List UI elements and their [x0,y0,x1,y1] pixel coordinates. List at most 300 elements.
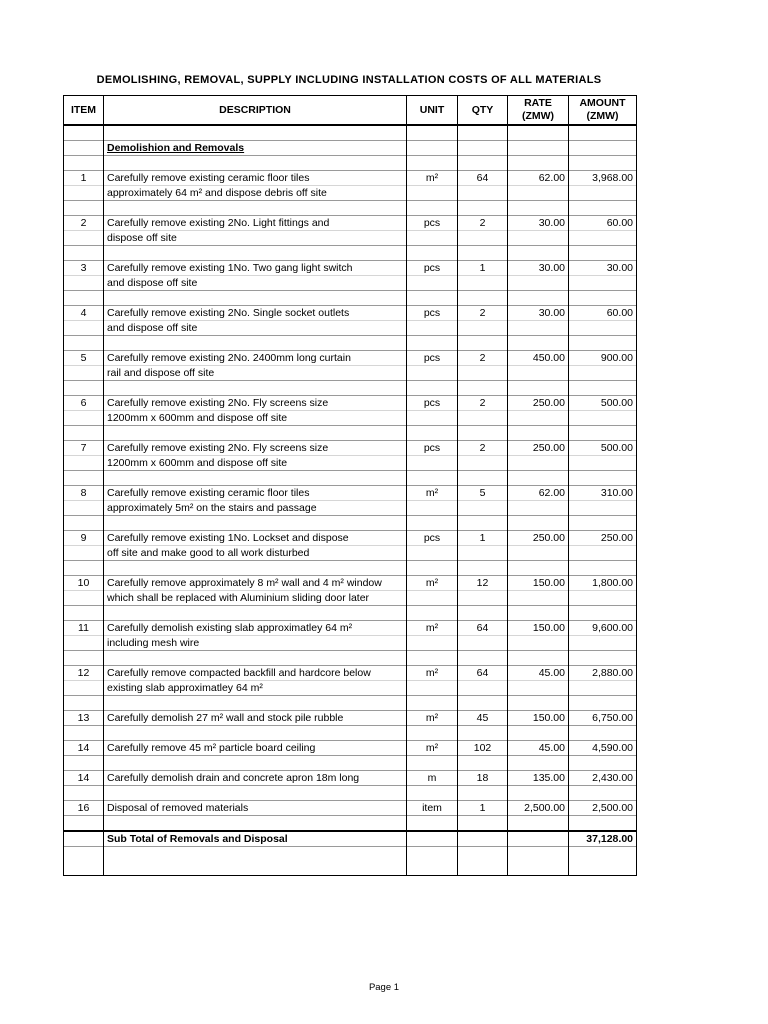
item-description: and dispose off site [104,276,407,291]
blank-cell [104,291,407,306]
blank-cell [569,246,637,261]
item-rate: 30.00 [508,306,569,321]
header-row [64,96,637,126]
blank-cell [407,651,458,666]
blank-cell [64,681,104,696]
blank-cell [508,231,569,246]
blank-cell [569,606,637,621]
blank-cell [508,456,569,471]
blank-cell [569,651,637,666]
table-row [64,441,637,456]
header-amount-unit: (ZMW) [586,110,619,122]
blank-cell [407,246,458,261]
blank-cell [569,516,637,531]
blank-cell [64,756,104,771]
blank-cell [407,501,458,516]
blank-cell [407,591,458,606]
blank-row [64,726,637,741]
header-unit: UNIT [407,96,458,126]
blank-cell [458,726,508,741]
item-rate: 450.00 [508,351,569,366]
blank-cell [407,847,458,876]
blank-cell [104,426,407,441]
blank-row [64,816,637,832]
item-description: Carefully remove existing 2No. Light fittings and [104,216,407,231]
blank-cell [407,426,458,441]
blank-cell [569,381,637,396]
item-description: Carefully remove compacted backfill and hardcore below [104,666,407,681]
item-description: including mesh wire [104,636,407,651]
header-qty: QTY [458,96,508,126]
item-number: 2 [64,216,104,231]
item-unit: pcs [407,261,458,276]
item-qty: 1 [458,801,508,816]
blank-cell [569,276,637,291]
item-unit: pcs [407,306,458,321]
item-amount: 4,590.00 [569,741,637,756]
blank-cell [458,501,508,516]
item-description: Carefully remove existing 2No. 2400mm long curtain [104,351,407,366]
item-qty: 45 [458,711,508,726]
item-number: 3 [64,261,104,276]
table-row [64,216,637,231]
blank-cell [407,456,458,471]
blank-cell [407,156,458,171]
item-rate: 135.00 [508,771,569,786]
blank-cell [508,276,569,291]
item-number: 10 [64,576,104,591]
item-amount: 2,500.00 [569,801,637,816]
blank-row [64,756,637,771]
item-description: 1200mm x 600mm and dispose off site [104,411,407,426]
item-unit: m² [407,741,458,756]
blank-cell [407,276,458,291]
blank-cell [569,156,637,171]
blank-cell [458,591,508,606]
table-row-continuation [64,681,637,696]
item-unit: m² [407,171,458,186]
item-unit: m² [407,666,458,681]
table-row [64,741,637,756]
item-number: 14 [64,771,104,786]
blank-cell [508,501,569,516]
blank-cell [508,156,569,171]
blank-cell [458,246,508,261]
blank-cell [569,756,637,771]
item-qty: 2 [458,306,508,321]
blank-cell [407,786,458,801]
item-amount: 6,750.00 [569,711,637,726]
blank-cell [407,561,458,576]
blank-cell [407,756,458,771]
blank-cell [508,546,569,561]
blank-cell [64,651,104,666]
blank-cell [569,696,637,711]
blank-cell [104,246,407,261]
table-row-continuation [64,591,637,606]
table-row-continuation [64,186,637,201]
blank-cell [508,246,569,261]
blank-cell [508,786,569,801]
blank-cell [508,756,569,771]
blank-cell [458,651,508,666]
blank-cell [64,231,104,246]
blank-cell [104,606,407,621]
item-rate: 62.00 [508,171,569,186]
item-qty: 2 [458,396,508,411]
blank-cell [508,681,569,696]
item-description: Carefully remove existing 2No. Fly screens size [104,396,407,411]
item-qty: 64 [458,621,508,636]
header-item: ITEM [64,96,104,126]
blank-cell [407,636,458,651]
blank-cell [508,381,569,396]
blank-cell [407,471,458,486]
blank-cell [458,231,508,246]
item-number: 12 [64,666,104,681]
bill-of-quantities-table [63,95,637,876]
item-description: approximately 5m² on the stairs and passage [104,501,407,516]
item-unit: pcs [407,396,458,411]
blank-row [64,201,637,216]
blank-cell [64,501,104,516]
table-row [64,351,637,366]
item-unit: m² [407,711,458,726]
blank-cell [458,847,508,876]
item-number: 9 [64,531,104,546]
blank-cell [458,321,508,336]
item-description: Carefully demolish existing slab approximatley 64 m² [104,621,407,636]
blank-cell [458,291,508,306]
item-description: Carefully demolish drain and concrete apron 18m long [104,771,407,786]
blank-row [64,125,637,141]
item-amount: 30.00 [569,261,637,276]
blank-cell [458,516,508,531]
blank-cell [64,816,104,832]
table-row-continuation [64,456,637,471]
table-row-continuation [64,411,637,426]
blank-cell [407,366,458,381]
blank-cell [508,366,569,381]
subtotal-label: Sub Total of Removals and Disposal [104,831,407,847]
item-description: off site and make good to all work disturbed [104,546,407,561]
table-row [64,171,637,186]
table-row [64,576,637,591]
table-row [64,711,637,726]
table-row [64,771,637,786]
blank-cell [64,246,104,261]
blank-row [64,786,637,801]
section-row [64,141,637,156]
blank-cell [569,291,637,306]
blank-cell [104,756,407,771]
item-qty: 64 [458,171,508,186]
item-rate: 250.00 [508,396,569,411]
header-amount-label: AMOUNT [579,97,626,109]
blank-cell [508,847,569,876]
blank-cell [64,456,104,471]
blank-row [64,156,637,171]
header-amount [569,96,637,126]
document-title: DEMOLISHING, REMOVAL, SUPPLY INCLUDING INSTALLATION COSTS OF ALL MATERIALS [96,74,602,86]
blank-cell [407,291,458,306]
blank-cell [458,831,508,847]
blank-cell [64,321,104,336]
blank-cell [508,426,569,441]
item-amount: 60.00 [569,216,637,231]
item-description: Carefully remove existing 2No. Single socket outlets [104,306,407,321]
blank-cell [508,411,569,426]
table-row [64,531,637,546]
item-unit: pcs [407,441,458,456]
item-number: 1 [64,171,104,186]
table-row [64,486,637,501]
table-row [64,666,637,681]
blank-cell [407,816,458,832]
blank-cell [569,471,637,486]
item-amount: 500.00 [569,441,637,456]
item-number: 4 [64,306,104,321]
table-row [64,396,637,411]
item-qty: 102 [458,741,508,756]
blank-cell [64,186,104,201]
blank-cell [508,336,569,351]
blank-cell [64,726,104,741]
item-description: 1200mm x 600mm and dispose off site [104,456,407,471]
blank-cell [64,201,104,216]
item-description: Carefully remove existing 1No. Two gang light switch [104,261,407,276]
table-row [64,306,637,321]
blank-cell [458,411,508,426]
blank-row [64,246,637,261]
blank-cell [458,696,508,711]
blank-cell [407,231,458,246]
blank-cell [569,726,637,741]
item-unit: item [407,801,458,816]
blank-cell [569,426,637,441]
blank-cell [458,336,508,351]
blank-cell [104,847,407,876]
item-number: 6 [64,396,104,411]
item-rate: 150.00 [508,621,569,636]
blank-cell [569,816,637,832]
blank-cell [407,681,458,696]
item-description: Carefully remove existing ceramic floor tiles [104,486,407,501]
table-row-continuation [64,546,637,561]
item-number: 16 [64,801,104,816]
blank-row [64,696,637,711]
table-row-continuation [64,501,637,516]
item-description: Disposal of removed materials [104,801,407,816]
blank-cell [407,606,458,621]
item-rate: 2,500.00 [508,801,569,816]
blank-cell [508,186,569,201]
blank-cell [104,381,407,396]
blank-cell [508,516,569,531]
page-number: Page 1 [368,982,400,993]
header-rate-unit: (ZMW) [521,110,555,122]
item-rate: 45.00 [508,666,569,681]
blank-cell [508,561,569,576]
blank-cell [569,366,637,381]
blank-cell [64,786,104,801]
item-number: 14 [64,741,104,756]
blank-cell [458,816,508,832]
item-description: Carefully remove approximately 8 m² wall and 4 m² window [104,576,407,591]
table-row-continuation [64,321,637,336]
blank-cell [407,696,458,711]
blank-cell [64,156,104,171]
blank-row [64,847,637,876]
item-amount: 500.00 [569,396,637,411]
blank-cell [458,756,508,771]
item-rate: 150.00 [508,576,569,591]
blank-cell [104,336,407,351]
blank-cell [64,636,104,651]
blank-cell [104,516,407,531]
blank-cell [569,231,637,246]
blank-cell [508,591,569,606]
item-description: existing slab approximatley 64 m² [104,681,407,696]
blank-cell [458,546,508,561]
blank-cell [458,201,508,216]
item-qty: 12 [458,576,508,591]
blank-cell [508,696,569,711]
item-amount: 9,600.00 [569,621,637,636]
item-description: rail and dispose off site [104,366,407,381]
blank-cell [458,606,508,621]
item-qty: 2 [458,216,508,231]
item-qty: 1 [458,531,508,546]
header-description: DESCRIPTION [104,96,407,126]
item-rate: 62.00 [508,486,569,501]
blank-cell [508,201,569,216]
item-amount: 60.00 [569,306,637,321]
item-unit: pcs [407,351,458,366]
item-description: approximately 64 m² and dispose debris off site [104,186,407,201]
item-qty: 5 [458,486,508,501]
blank-cell [569,561,637,576]
subtotal-row [64,831,637,847]
item-description: dispose off site [104,231,407,246]
item-amount: 310.00 [569,486,637,501]
item-number: 7 [64,441,104,456]
blank-row [64,516,637,531]
blank-cell [458,426,508,441]
blank-cell [64,831,104,847]
blank-cell [64,696,104,711]
blank-cell [569,681,637,696]
blank-cell [458,186,508,201]
item-description: Carefully remove 45 m² particle board ceiling [104,741,407,756]
blank-cell [104,201,407,216]
blank-cell [64,366,104,381]
blank-cell [569,411,637,426]
item-amount: 250.00 [569,531,637,546]
blank-cell [64,426,104,441]
blank-cell [407,726,458,741]
blank-cell [569,636,637,651]
item-amount: 3,968.00 [569,171,637,186]
item-description: Carefully remove existing ceramic floor tiles [104,171,407,186]
blank-cell [104,816,407,832]
item-qty: 2 [458,351,508,366]
blank-cell [508,321,569,336]
table-row-continuation [64,231,637,246]
blank-cell [458,276,508,291]
table-body [64,125,637,876]
item-unit: pcs [407,216,458,231]
blank-cell [407,186,458,201]
item-rate: 30.00 [508,261,569,276]
table-row-continuation [64,636,637,651]
blank-cell [407,336,458,351]
blank-row [64,381,637,396]
item-amount: 2,430.00 [569,771,637,786]
item-amount: 900.00 [569,351,637,366]
blank-cell [64,847,104,876]
blank-cell [64,546,104,561]
blank-cell [508,291,569,306]
blank-cell [64,606,104,621]
blank-row [64,651,637,666]
blank-cell [104,786,407,801]
blank-cell [458,636,508,651]
blank-cell [104,651,407,666]
blank-cell [458,561,508,576]
item-unit: pcs [407,531,458,546]
blank-cell [458,786,508,801]
blank-row [64,291,637,306]
item-rate: 250.00 [508,531,569,546]
item-qty: 18 [458,771,508,786]
item-number: 13 [64,711,104,726]
blank-cell [569,336,637,351]
item-description: Carefully demolish 27 m² wall and stock pile rubble [104,711,407,726]
blank-row [64,606,637,621]
blank-cell [569,591,637,606]
blank-row [64,426,637,441]
item-number: 8 [64,486,104,501]
blank-cell [508,471,569,486]
blank-cell [569,786,637,801]
blank-cell [64,291,104,306]
item-amount: 1,800.00 [569,576,637,591]
table-row [64,801,637,816]
item-rate: 250.00 [508,441,569,456]
blank-cell [569,201,637,216]
item-description: and dispose off site [104,321,407,336]
blank-cell [508,651,569,666]
item-description: Carefully remove existing 2No. Fly screens size [104,441,407,456]
subtotal-amount: 37,128.00 [569,831,637,847]
blank-cell [64,411,104,426]
blank-row [64,336,637,351]
item-number: 11 [64,621,104,636]
item-unit: m² [407,486,458,501]
blank-cell [64,336,104,351]
item-unit: m² [407,576,458,591]
item-unit: m² [407,621,458,636]
blank-cell [508,636,569,651]
blank-cell [569,186,637,201]
blank-cell [64,471,104,486]
blank-cell [508,831,569,847]
blank-row [64,561,637,576]
item-description: which shall be replaced with Aluminium sliding door later [104,591,407,606]
blank-cell [407,546,458,561]
blank-cell [569,321,637,336]
